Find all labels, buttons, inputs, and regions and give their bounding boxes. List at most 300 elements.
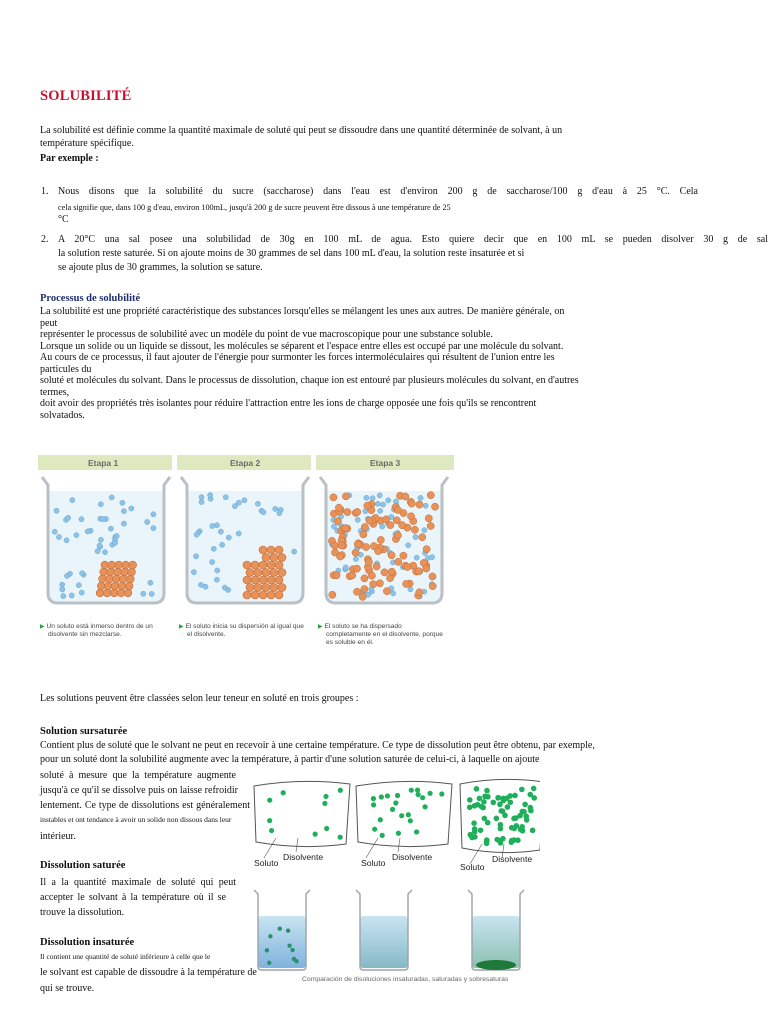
beaker-stage-3	[320, 477, 448, 603]
solvent-particle	[95, 549, 100, 554]
solute-dot	[490, 800, 496, 806]
solute-particle	[352, 549, 359, 556]
solute-particle	[395, 558, 402, 565]
process-heading: Processus de solubilité	[40, 293, 141, 304]
saturated-line: accepter le solvant à la température où il se	[40, 892, 226, 903]
solvent-particle	[69, 593, 74, 598]
solute-particle	[110, 589, 118, 597]
solute-particle	[120, 575, 128, 583]
solvent-particle	[151, 512, 156, 517]
solute-particle	[278, 569, 286, 577]
solute-particle	[262, 584, 270, 592]
supersaturated-line: soluté à mesure que la température augmente	[40, 770, 236, 781]
stage-3-label: Etapa 3	[370, 458, 401, 468]
solute-dot	[472, 834, 478, 840]
solute-particle	[394, 532, 401, 539]
solute-particle	[364, 502, 371, 509]
solute-particle	[114, 568, 122, 576]
triangle-bullet-icon: ▶	[318, 624, 323, 630]
solute-dot	[420, 795, 425, 800]
solvent-particle	[66, 515, 71, 520]
solute-particle	[267, 576, 275, 584]
solute-dot	[338, 788, 343, 793]
classification-text: Les solutions peuvent être classées selon leur teneur en soluté en trois groupes :	[40, 693, 359, 704]
triangle-bullet-icon: ▶	[179, 624, 184, 630]
sheet-outline	[356, 781, 452, 846]
solute-particle	[262, 569, 270, 577]
solvent-particle	[56, 534, 61, 539]
solvent-particle	[378, 508, 383, 513]
solute-particle	[415, 568, 422, 575]
process-paragraph	[40, 306, 580, 421]
solute-particle	[129, 561, 137, 569]
solute-dot	[495, 795, 501, 801]
solute-particle	[373, 563, 380, 570]
solvent-particle	[52, 529, 57, 534]
solvent-label-2: Disolvente	[392, 852, 433, 862]
solute-particle	[354, 508, 361, 515]
caption-line: disolvente sin mezclarse.	[48, 631, 122, 638]
solute-particle	[113, 575, 121, 583]
solute-particle	[334, 518, 341, 525]
solute-particle	[400, 552, 407, 559]
solute-particle	[368, 572, 375, 579]
solute-particle	[254, 584, 262, 592]
solute-particle	[259, 591, 267, 599]
solution-types-figure	[240, 770, 540, 990]
solvent-particle	[61, 593, 66, 598]
solute-particle	[270, 569, 278, 577]
example-1-number: 1.	[41, 186, 49, 197]
solute-particle	[267, 561, 275, 569]
solute-dot	[406, 812, 411, 817]
stage-2-label: Etapa 2	[230, 458, 261, 468]
solute-particle	[349, 572, 356, 579]
supersaturated-heading: Solution sursaturée	[40, 726, 128, 737]
caption-line: el disolvente.	[187, 631, 226, 638]
sediment	[476, 960, 516, 970]
solution-sheet-3	[460, 779, 540, 864]
process-line: La solubilité est une propriété caractéristique des substances lorsqu'elles se mélangent les unes aux autres. De manière générale, on peut	[40, 306, 565, 329]
solute-particle	[335, 504, 342, 511]
solute-dot	[269, 828, 274, 833]
solvent-particle	[261, 510, 266, 515]
solvent-particle	[226, 535, 231, 540]
sheet-outline	[254, 781, 350, 846]
solvent-particle	[121, 521, 126, 526]
solvent-particle	[151, 526, 156, 531]
solute-particle	[243, 576, 251, 584]
solute-dot	[372, 827, 377, 832]
solute-dot	[482, 816, 488, 822]
solute-dot	[477, 796, 483, 802]
solute-particle	[243, 561, 251, 569]
solute-dot	[323, 794, 328, 799]
solvent-particle	[364, 495, 369, 500]
solute-label-1: Soluto	[254, 858, 279, 868]
solute-dot	[439, 791, 444, 796]
solute-particle	[344, 508, 351, 515]
solvent-particle	[108, 526, 113, 531]
caption-line: Un soluto está inmerso dentro de un	[46, 623, 153, 630]
solute-particle	[115, 561, 123, 569]
solvent-particle	[292, 549, 297, 554]
beaker-stage-1	[42, 477, 170, 603]
solvent-particle	[236, 531, 241, 536]
solute-particle	[333, 572, 340, 579]
example-2-line-2: la solution reste saturée. Si on ajoute moins de 30 grammes de sel dans 100 mL d'eau, la solution reste insaturée et si	[58, 248, 525, 259]
solute-dot	[479, 804, 485, 810]
solvent-particle	[141, 591, 146, 596]
solute-dot	[522, 802, 528, 808]
process-line: soluté et molécules du solvant. Dans le processus de dissolution, chaque ion est entouré par plusieurs molécules du solvant, en d'autres termes,	[40, 375, 579, 398]
solute-dot	[395, 793, 400, 798]
solvent-particle	[64, 573, 69, 578]
solute-particle	[359, 593, 366, 600]
solute-dot	[478, 827, 484, 833]
solute-particle	[388, 552, 395, 559]
solvent-particle	[255, 501, 260, 506]
beaker-liquid	[258, 916, 306, 968]
solute-particle	[267, 591, 275, 599]
unsaturated-heading: Dissolution insaturée	[40, 937, 135, 948]
solvent-particle	[112, 540, 117, 545]
solvent-particle	[414, 555, 419, 560]
small-beaker-3	[468, 890, 524, 970]
example-label: Par exemple :	[40, 153, 99, 164]
solvent-particle	[121, 509, 126, 514]
solute-particle	[329, 591, 336, 598]
solute-particle	[275, 591, 283, 599]
solute-dot	[414, 829, 419, 834]
solute-particle	[353, 565, 360, 572]
solute-dot	[471, 820, 477, 826]
solute-dot	[530, 828, 536, 834]
solvent-particle	[422, 528, 427, 533]
solute-particle	[117, 589, 125, 597]
solute-dot	[498, 808, 504, 814]
solute-particle	[127, 575, 135, 583]
caption-line: El soluto se ha dispersado	[324, 623, 402, 630]
solute-particle	[125, 582, 133, 590]
solvent-particle	[380, 524, 385, 529]
solute-particle	[394, 506, 401, 513]
solvent-particle	[79, 590, 84, 595]
solvent-particle	[391, 591, 396, 596]
unsaturated-line: le solvant est capable de dissoudre à la température de	[40, 967, 257, 978]
solvent-particle	[214, 577, 219, 582]
solute-particle	[353, 588, 360, 595]
solute-particle	[416, 501, 423, 508]
solute-particle	[246, 584, 254, 592]
solute-dot	[502, 813, 508, 819]
solvent-particle	[386, 498, 391, 503]
intro-line-1: La solubilité est définie comme la quantité maximale de soluté qui peut se dissoudre dans une quantité déterminée de solvant, à un	[40, 125, 563, 136]
supersaturated-small-line: instables et ont tendance à avoir un solide non dissous dans leur	[40, 815, 232, 824]
solute-particle	[251, 591, 259, 599]
solvent-particle	[210, 523, 215, 528]
solute-dot	[484, 841, 490, 847]
process-line: représenter le processus de solubilité avec un modèle du point de vue macroscopique pour une substance soluble.	[40, 329, 493, 340]
solute-particle	[427, 522, 434, 529]
solute-particle	[100, 568, 108, 576]
solvent-particle	[343, 565, 348, 570]
solute-particle	[429, 583, 436, 590]
solute-particle	[99, 575, 107, 583]
solute-particle	[342, 493, 349, 500]
solvent-particle	[74, 533, 79, 538]
solute-dot	[268, 934, 272, 938]
solution-sheet-2	[356, 781, 452, 858]
example-1-line-2: cela signifie que, dans 100 g d'eau, environ 100mL, jusqu'à 200 g de sucre peuvent être dissous à une température de 25	[58, 203, 451, 212]
solvent-particle	[353, 556, 358, 561]
solute-particle	[408, 500, 415, 507]
solvent-particle	[60, 587, 65, 592]
solute-particle	[360, 531, 367, 538]
solute-dot	[267, 961, 271, 965]
solute-particle	[97, 582, 105, 590]
solute-particle	[254, 569, 262, 577]
unsaturated-small-line: Il contient une quantité de soluté inférieure à celle que le	[40, 952, 211, 961]
solute-particle	[270, 554, 278, 562]
solute-dot	[415, 788, 420, 793]
solute-particle	[106, 575, 114, 583]
solvent-particle	[97, 543, 102, 548]
solute-dot	[508, 799, 514, 805]
supersaturated-line: jusqu'à ce qu'il se dissolve puis on laisse refroidir	[40, 785, 238, 796]
solute-particle	[411, 526, 418, 533]
beaker-liquid	[360, 916, 408, 968]
solute-particle	[361, 523, 368, 530]
solute-dot	[509, 838, 515, 844]
stage-3-caption	[318, 623, 454, 647]
solute-particle	[101, 561, 109, 569]
solute-dot	[494, 816, 500, 822]
saturated-heading: Dissolution saturée	[40, 860, 126, 871]
solute-particle	[366, 517, 373, 524]
solvent-particle	[393, 499, 398, 504]
small-beaker-2	[356, 890, 412, 970]
solute-particle	[354, 541, 361, 548]
solute-dot	[313, 832, 318, 837]
solute-particle	[338, 542, 345, 549]
solute-particle	[404, 563, 411, 570]
intro-line-2: température spécifique.	[40, 138, 134, 149]
solute-dot	[378, 817, 383, 822]
stage-2-caption	[179, 623, 313, 639]
solvent-particle	[211, 546, 216, 551]
solute-dot	[278, 926, 282, 930]
process-line: Au cours de ce processus, il faut ajouter de l'énergie pour surmonter les forces intermoléculaires qui résultent de l'union entre les particules du	[40, 352, 555, 375]
solvent-label-3: Disolvente	[492, 854, 533, 864]
solvent-particle	[100, 516, 105, 521]
solvent-particle	[222, 585, 227, 590]
solute-label-2: Soluto	[361, 858, 386, 868]
solute-dot	[498, 822, 504, 828]
solute-dot	[482, 794, 488, 800]
solvent-particle	[193, 554, 198, 559]
solute-particle	[103, 589, 111, 597]
solute-particle	[370, 581, 377, 588]
solute-dot	[519, 787, 525, 793]
solvent-particle	[408, 587, 413, 592]
solvent-particle	[406, 543, 411, 548]
solute-particle	[431, 503, 438, 510]
solvent-particle	[208, 492, 213, 497]
supersaturated-line: lentement. Ce type de dissolutions est généralement	[40, 800, 250, 811]
solute-dot	[292, 957, 296, 961]
solute-particle	[111, 582, 119, 590]
process-line: doit avoir des propriétés très isolantes pour réduire l'attraction entre les ions de charge opposée une fois qu'ils se rencontrent	[40, 398, 537, 409]
solvent-particle	[214, 523, 219, 528]
solute-particle	[124, 589, 132, 597]
stage-1-label: Etapa 1	[88, 458, 119, 468]
solvent-particle	[375, 501, 380, 506]
solvent-particle	[219, 542, 224, 547]
solute-particle	[403, 580, 410, 587]
beaker-stage-2	[181, 477, 309, 603]
solute-particle	[419, 534, 426, 541]
solute-dot	[472, 803, 478, 809]
solvent-particle	[413, 534, 418, 539]
solute-dot	[422, 804, 427, 809]
solute-dot	[396, 831, 401, 836]
solute-particle	[128, 568, 136, 576]
solute-dot	[484, 788, 490, 794]
solute-dot	[467, 804, 473, 810]
stage-1-caption	[40, 623, 170, 639]
example-2-line-1: A 20°C una sal posee una solubilidad de 30g en 100 mL de agua. Esto quiere decir que en 100 mL se pueden disolver 30 g de sal	[58, 234, 768, 245]
solvent-particle	[70, 498, 75, 503]
solute-dot	[500, 796, 506, 802]
solvent-particle	[370, 496, 375, 501]
solute-dot	[371, 796, 376, 801]
solute-dot	[380, 833, 385, 838]
solvent-particle	[418, 495, 423, 500]
solvent-particle	[85, 529, 90, 534]
solvent-particle	[199, 499, 204, 504]
solute-particle	[121, 568, 129, 576]
solvent-particle	[377, 493, 382, 498]
solute-dot	[531, 786, 537, 792]
solution-types-illustration	[240, 770, 540, 990]
solvent-particle	[98, 537, 103, 542]
solute-particle	[402, 493, 409, 500]
solute-particle	[423, 565, 430, 572]
solute-particle	[278, 554, 286, 562]
solute-dot	[267, 798, 272, 803]
solute-particle	[107, 568, 115, 576]
solute-dot	[512, 793, 518, 799]
caption-line: completamente en el disolvente, porque	[326, 631, 443, 638]
solute-particle	[251, 576, 259, 584]
solute-particle	[267, 546, 275, 554]
page-title: SOLUBILITÉ	[40, 88, 132, 104]
supersaturated-line: Contient plus de soluté que le solvant ne peut en recevoir à une certaine température. Ce type de dissolution peut être obtenu, par exemple,	[40, 740, 595, 751]
solvent-label-1: Disolvente	[283, 852, 324, 862]
solvent-particle	[223, 495, 228, 500]
solvent-particle	[331, 524, 336, 529]
solvent-particle	[80, 571, 85, 576]
solute-particle	[388, 568, 395, 575]
solvent-particle	[277, 511, 282, 516]
solute-particle	[275, 576, 283, 584]
solution-sheet-1	[254, 781, 350, 858]
solute-dot	[511, 816, 517, 822]
solute-dot	[322, 801, 327, 806]
solute-dot	[324, 826, 329, 831]
solvent-particle	[60, 582, 65, 587]
solute-label-3: Soluto	[460, 862, 485, 872]
solute-particle	[425, 515, 432, 522]
solute-particle	[243, 591, 251, 599]
solute-particle	[278, 584, 286, 592]
solute-dot	[390, 807, 395, 812]
solute-dot	[267, 818, 272, 823]
solute-particle	[361, 575, 368, 582]
solute-dot	[467, 797, 473, 803]
solvent-particle	[273, 506, 278, 511]
unsaturated-line: qui se trouve.	[40, 983, 95, 994]
solute-particle	[361, 586, 368, 593]
process-line: solvatados.	[40, 409, 85, 421]
solute-dot	[427, 791, 432, 796]
figure-caption: Comparación de disoluciones insaturadas, saturadas y sobresaturas	[302, 976, 509, 983]
solute-dot	[286, 928, 290, 932]
solvent-particle	[203, 584, 208, 589]
solute-particle	[337, 553, 344, 560]
solvent-particle	[218, 529, 223, 534]
solute-particle	[104, 582, 112, 590]
solvent-particle	[236, 500, 241, 505]
solute-particle	[387, 522, 394, 529]
solute-particle	[96, 589, 104, 597]
example-1-line-1: Nous disons que la solubilité du sucre (saccharose) dans l'eau est d'environ 200 g de saccharose/100 g d'eau à 25 °C. Cela	[58, 186, 698, 197]
solute-particle	[398, 522, 405, 529]
supersaturated-line: pour un soluté dont la solubilité augmente avec la température, à partir d'une solution saturée de celui-ci, à laquelle on ajoute	[40, 754, 540, 765]
solute-particle	[259, 546, 267, 554]
solute-particle	[342, 525, 349, 532]
triangle-bullet-icon: ▶	[40, 624, 45, 630]
solute-particle	[330, 494, 337, 501]
solute-dot	[379, 794, 384, 799]
solute-particle	[251, 561, 259, 569]
solute-dot	[517, 813, 523, 819]
solute-dot	[371, 802, 376, 807]
solvent-particle	[429, 555, 434, 560]
solute-particle	[108, 561, 116, 569]
solvent-particle	[215, 568, 220, 573]
solute-dot	[265, 948, 269, 952]
solvent-particle	[109, 495, 114, 500]
solute-particle	[427, 492, 434, 499]
solvent-particle	[129, 506, 134, 511]
solvent-particle	[380, 502, 385, 507]
solvent-particle	[194, 532, 199, 537]
solute-particle	[270, 584, 278, 592]
solute-dot	[507, 793, 513, 799]
caption-line: es soluble en él.	[326, 639, 374, 646]
example-2-number: 2.	[41, 234, 49, 245]
solute-dot	[393, 800, 398, 805]
solute-particle	[423, 546, 430, 553]
solute-particle	[118, 582, 126, 590]
solute-particle	[262, 554, 270, 562]
solvent-particle	[149, 591, 154, 596]
solute-particle	[259, 561, 267, 569]
saturated-line: trouve la dissolution.	[40, 907, 125, 918]
solute-particle	[376, 580, 383, 587]
